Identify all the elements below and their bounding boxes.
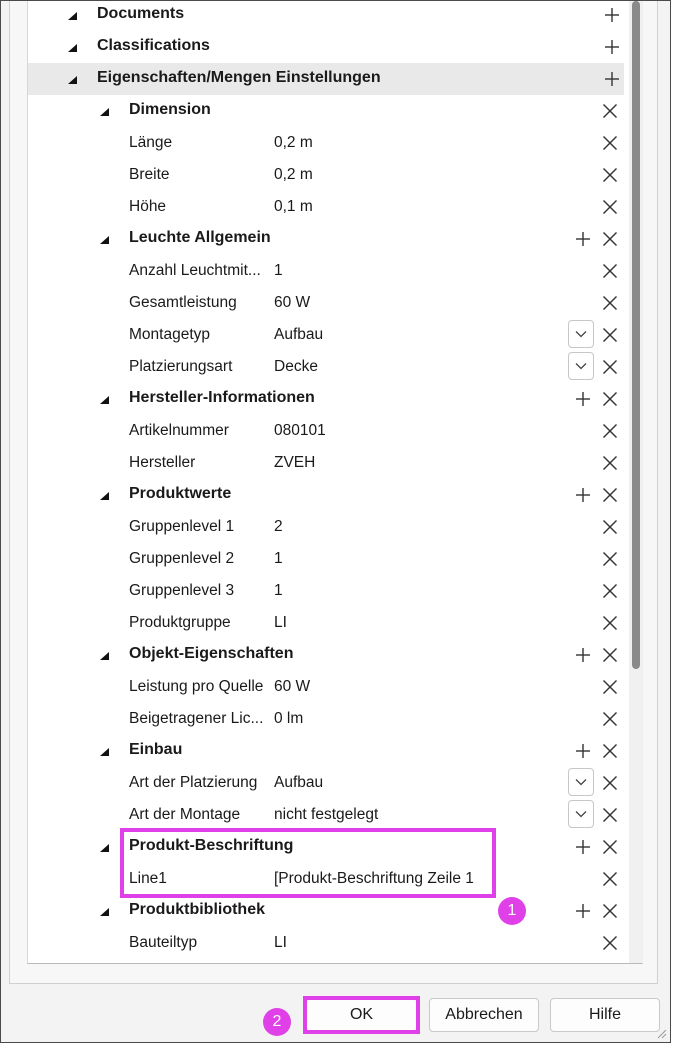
tree-group-row[interactable] (28, 1, 624, 31)
property-value[interactable]: 0,2 m (274, 166, 313, 183)
property-name: Line1 (129, 870, 167, 887)
property-value[interactable]: nicht festgelegt (274, 806, 379, 823)
tree-group-label: Objekt-Eigenschaften (129, 645, 294, 662)
property-name: Produktgruppe (129, 614, 231, 631)
add-icon[interactable] (573, 837, 593, 857)
property-name: Hersteller (129, 454, 196, 471)
remove-icon[interactable] (600, 933, 620, 953)
property-value[interactable]: 60 W (274, 294, 311, 311)
remove-icon[interactable] (600, 613, 620, 633)
property-name: Gruppenlevel 1 (129, 518, 235, 535)
property-row[interactable] (28, 863, 624, 895)
property-name: Breite (129, 166, 170, 183)
expanded-triangle-icon[interactable] (100, 108, 109, 116)
remove-icon[interactable] (600, 389, 620, 409)
tree-group-row[interactable] (28, 639, 624, 671)
chevron-down-icon[interactable] (568, 768, 594, 796)
tree-group-label: Dimension (129, 101, 211, 118)
chevron-down-icon[interactable] (568, 352, 594, 380)
add-icon[interactable] (573, 229, 593, 249)
property-row[interactable] (28, 127, 624, 159)
add-icon[interactable] (573, 901, 593, 921)
property-value[interactable]: 2 (274, 518, 283, 535)
property-row[interactable] (28, 511, 624, 543)
annotation-badge-2: 2 (263, 1008, 291, 1036)
chevron-down-icon[interactable] (568, 320, 594, 348)
property-name: Beigetragener Lic... (129, 710, 264, 727)
property-row[interactable] (28, 287, 624, 319)
property-name: Bauteiltyp (129, 934, 198, 951)
property-row[interactable] (28, 671, 624, 703)
tree-group-label: Produktbibliothek (129, 901, 265, 918)
remove-icon[interactable] (600, 101, 620, 121)
remove-icon[interactable] (600, 581, 620, 601)
expanded-triangle-icon[interactable] (100, 844, 109, 852)
property-value[interactable]: Aufbau (274, 774, 324, 791)
property-value[interactable]: Aufbau (274, 326, 324, 343)
property-value[interactable]: LI (274, 934, 287, 951)
cancel-button[interactable]: Abbrechen (429, 998, 539, 1032)
property-row[interactable] (28, 799, 624, 831)
property-row[interactable] (28, 319, 624, 351)
remove-icon[interactable] (600, 421, 620, 441)
resize-grip-icon[interactable] (655, 1027, 667, 1039)
scrollbar-thumb[interactable] (632, 1, 640, 669)
property-value[interactable]: 1 (274, 550, 283, 567)
add-icon[interactable] (573, 485, 593, 505)
expanded-triangle-icon[interactable] (100, 492, 109, 500)
remove-icon[interactable] (600, 677, 620, 697)
remove-icon[interactable] (600, 773, 620, 793)
add-icon[interactable] (602, 69, 622, 89)
tree-group-label: Produkt-Beschriftung (129, 837, 294, 854)
tree-group-row[interactable] (28, 31, 624, 63)
expanded-triangle-icon[interactable] (100, 908, 109, 916)
remove-icon[interactable] (600, 869, 620, 889)
property-row[interactable] (28, 447, 624, 479)
property-value[interactable]: 0 lm (274, 710, 304, 727)
remove-icon[interactable] (600, 645, 620, 665)
add-icon[interactable] (573, 741, 593, 761)
remove-icon[interactable] (600, 901, 620, 921)
expanded-triangle-icon[interactable] (100, 396, 109, 404)
property-row[interactable] (28, 159, 624, 191)
remove-icon[interactable] (600, 741, 620, 761)
tree-group-label: Documents (97, 5, 185, 22)
remove-icon[interactable] (600, 261, 620, 281)
tree-group-row[interactable] (28, 831, 624, 863)
tree-group-row[interactable] (28, 63, 624, 95)
help-button[interactable]: Hilfe (550, 998, 660, 1032)
add-icon[interactable] (573, 645, 593, 665)
property-name: Gesamtleistung (129, 294, 237, 311)
add-icon[interactable] (602, 5, 622, 25)
remove-icon[interactable] (600, 133, 620, 153)
property-row[interactable] (28, 543, 624, 575)
property-value[interactable]: [Produkt-Beschriftung Zeile 1 (274, 870, 474, 887)
property-row[interactable] (28, 703, 624, 735)
remove-icon[interactable] (600, 453, 620, 473)
property-name: Platzierungsart (129, 358, 233, 375)
expanded-triangle-icon[interactable] (68, 12, 77, 20)
tree-group-label: Einbau (129, 741, 183, 758)
tree-group-label: Produktwerte (129, 485, 232, 502)
property-row[interactable] (28, 255, 624, 287)
tree-group-label: Leuchte Allgemein (129, 229, 271, 246)
property-name: Höhe (129, 198, 167, 215)
properties-tree[interactable] (27, 1, 643, 964)
tree-group-row[interactable] (28, 383, 624, 415)
remove-icon[interactable] (600, 165, 620, 185)
highlight-ok-button (303, 996, 420, 1034)
tree-group-row[interactable] (28, 95, 624, 127)
property-value[interactable]: 60 W (274, 678, 311, 695)
property-value[interactable]: 0,2 m (274, 134, 313, 151)
chevron-down-icon[interactable] (568, 800, 594, 828)
tree-group-row[interactable] (28, 895, 624, 927)
expanded-triangle-icon[interactable] (100, 652, 109, 660)
remove-icon[interactable] (600, 709, 620, 729)
remove-icon[interactable] (600, 805, 620, 825)
remove-icon[interactable] (600, 517, 620, 537)
remove-icon[interactable] (600, 293, 620, 313)
property-row[interactable] (28, 607, 624, 639)
tree-group-label: Classifications (97, 37, 210, 54)
tree-group-row[interactable] (28, 223, 624, 255)
add-icon[interactable] (573, 389, 593, 409)
tree-group-label: Eigenschaften/Mengen Einstellungen (97, 69, 381, 86)
property-row[interactable] (28, 575, 624, 607)
property-row[interactable] (28, 191, 624, 223)
property-value[interactable]: 1 (274, 582, 283, 599)
tree-group-row[interactable] (28, 735, 624, 767)
ok-button[interactable]: OK (307, 1000, 416, 1030)
property-value[interactable]: 0,1 m (274, 198, 313, 215)
property-value[interactable]: ZVEH (274, 454, 316, 471)
remove-icon[interactable] (600, 325, 620, 345)
property-name: Anzahl Leuchtmit... (129, 262, 261, 279)
property-value[interactable]: 080101 (274, 422, 326, 439)
remove-icon[interactable] (600, 837, 620, 857)
property-name: Art der Montage (129, 806, 241, 823)
property-row[interactable] (28, 351, 624, 383)
property-name: Gruppenlevel 2 (129, 550, 235, 567)
property-name: Länge (129, 134, 173, 151)
expanded-triangle-icon[interactable] (68, 44, 77, 52)
property-row[interactable] (28, 415, 624, 447)
remove-icon[interactable] (600, 485, 620, 505)
property-value[interactable]: 1 (274, 262, 283, 279)
property-value[interactable]: Decke (274, 358, 318, 375)
add-icon[interactable] (602, 37, 622, 57)
property-name: Gruppenlevel 3 (129, 582, 235, 599)
vertical-scrollbar[interactable] (629, 1, 643, 963)
remove-icon[interactable] (600, 197, 620, 217)
tree-group-row[interactable] (28, 479, 624, 511)
remove-icon[interactable] (600, 229, 620, 249)
tree-group-label: Hersteller-Informationen (129, 389, 315, 406)
property-row[interactable] (28, 767, 624, 799)
expanded-triangle-icon[interactable] (100, 236, 109, 244)
property-name: Artikelnummer (129, 422, 229, 439)
property-row[interactable] (28, 927, 624, 959)
property-name: Art der Platzierung (129, 774, 258, 791)
expanded-triangle-icon[interactable] (100, 748, 109, 756)
property-value[interactable]: LI (274, 614, 287, 631)
expanded-triangle-icon[interactable] (68, 76, 77, 84)
remove-icon[interactable] (600, 357, 620, 377)
property-name: Leistung pro Quelle (129, 678, 264, 695)
property-name: Montagetyp (129, 326, 210, 343)
annotation-badge-1: 1 (498, 897, 526, 925)
remove-icon[interactable] (600, 549, 620, 569)
